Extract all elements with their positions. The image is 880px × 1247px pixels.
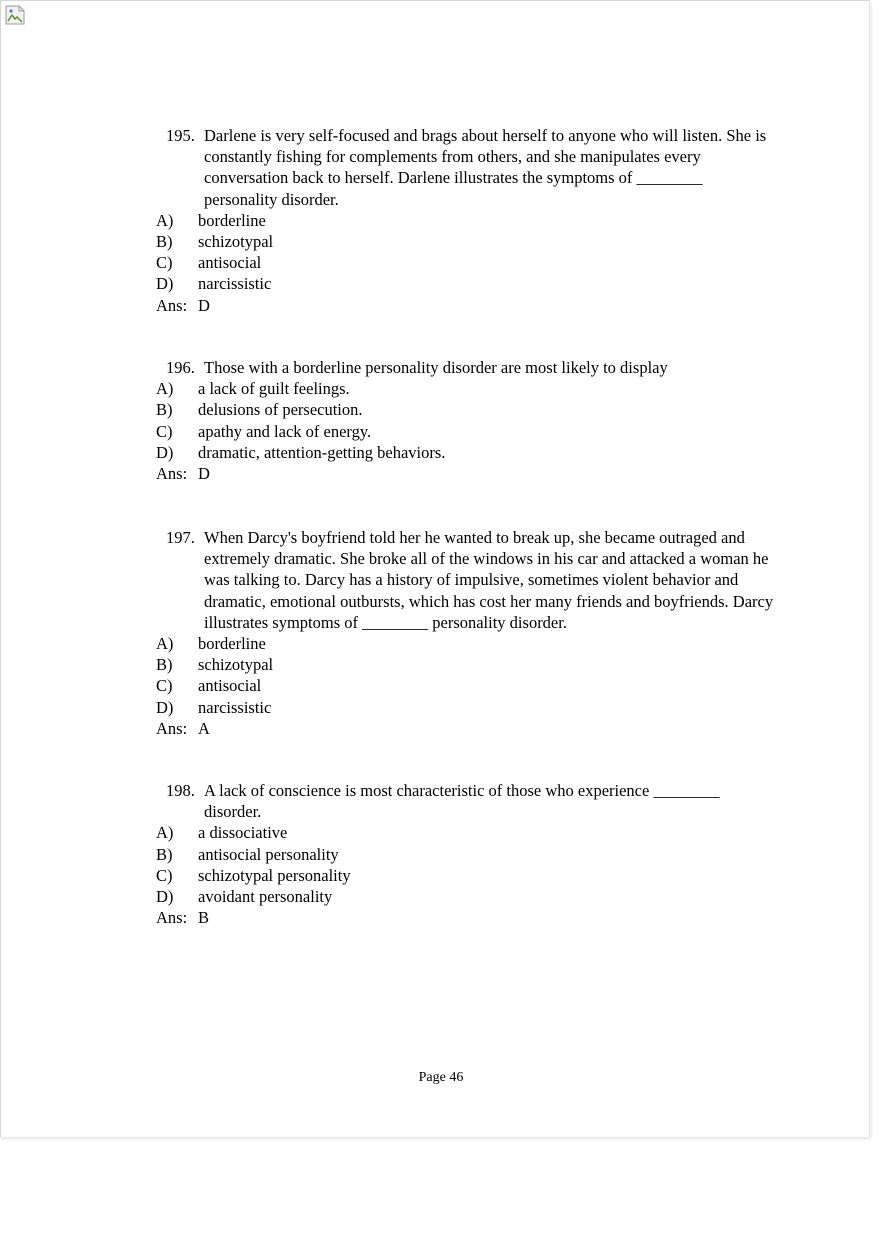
answer-line: [156, 907, 776, 928]
option-letter: D): [156, 697, 174, 717]
option-c: [156, 252, 776, 273]
broken-image-icon: [4, 4, 26, 26]
option-text: schizotypal: [198, 655, 274, 675]
option-letter: C): [156, 253, 173, 273]
answer-line: [156, 463, 776, 484]
option-text: borderline: [198, 210, 266, 230]
option-text: borderline: [198, 634, 266, 654]
option-text: antisocial personality: [198, 844, 339, 864]
question-text: Those with a borderline personality disorder are most likely to display: [204, 358, 668, 377]
answer-value: A: [198, 718, 210, 738]
question-195: [156, 125, 776, 316]
answer-label: Ans:: [156, 464, 188, 484]
option-b: [156, 844, 776, 865]
option-text: narcissistic: [198, 274, 272, 294]
option-d: [156, 886, 776, 907]
question-number: 197.: [166, 528, 195, 547]
option-letter: D): [156, 274, 174, 294]
question-number: 196.: [166, 358, 195, 377]
option-letter: B): [156, 232, 173, 252]
option-text: narcissistic: [198, 697, 272, 717]
option-letter: A): [156, 634, 174, 654]
answer-value: D: [198, 464, 210, 484]
option-c: [156, 421, 776, 442]
option-b: [156, 399, 776, 420]
answer-label: Ans:: [156, 718, 188, 738]
answer-line: [156, 295, 776, 316]
answer-line: [156, 718, 776, 739]
option-letter: B): [156, 400, 173, 420]
page-number: Page 46: [418, 1070, 464, 1085]
question-stem: [156, 780, 776, 822]
question-text: When Darcy's boyfriend told her he wanted to break up, she became outraged and extremely dramatic. She broke all of the windows in his car and attacked a woman he was talking to. Darcy has a history of impulsive, sometimes violent behavior and dramatic, emotional outbursts, which has cost her many friends and boyfriends. Darcy illustrates symptoms of ________ personality disorder.: [204, 528, 774, 632]
question-198: [156, 780, 776, 928]
option-a: [156, 210, 776, 231]
option-c: [156, 675, 776, 696]
option-text: a dissociative: [198, 823, 288, 843]
option-letter: A): [156, 823, 174, 843]
option-d: [156, 697, 776, 718]
option-c: [156, 865, 776, 886]
option-text: antisocial: [198, 253, 262, 273]
option-text: antisocial: [198, 676, 262, 696]
option-letter: B): [156, 655, 173, 675]
option-b: [156, 231, 776, 252]
option-text: avoidant personality: [198, 887, 333, 907]
option-letter: D): [156, 887, 174, 907]
option-d: [156, 273, 776, 294]
option-a: [156, 633, 776, 654]
question-number: 198.: [166, 781, 195, 800]
question-stem: [156, 357, 776, 378]
option-text: schizotypal personality: [198, 865, 351, 885]
option-d: [156, 442, 776, 463]
option-letter: C): [156, 676, 173, 696]
answer-label: Ans:: [156, 908, 188, 928]
question-number: 195.: [166, 126, 195, 145]
option-text: apathy and lack of energy.: [198, 421, 372, 441]
question-stem: [156, 527, 776, 633]
option-letter: A): [156, 210, 174, 230]
answer-value: B: [198, 908, 210, 928]
question-text: Darlene is very self-focused and brags about herself to anyone who will listen. She is constantly fishing for complements from others, and she manipulates every conversation back to herself. Darlene illustrates the symptoms of ________ personality disorder.: [204, 126, 767, 209]
option-b: [156, 654, 776, 675]
question-196: [156, 357, 776, 484]
option-a: [156, 822, 776, 843]
answer-label: Ans:: [156, 295, 188, 315]
option-text: delusions of persecution.: [198, 400, 363, 420]
option-letter: C): [156, 865, 173, 885]
option-text: dramatic, attention-getting behaviors.: [198, 442, 446, 462]
question-text: A lack of conscience is most characteristic of those who experience ________ disorder.: [204, 781, 720, 822]
option-letter: C): [156, 421, 173, 441]
option-text: a lack of guilt feelings.: [198, 379, 350, 399]
option-letter: D): [156, 442, 174, 462]
option-a: [156, 378, 776, 399]
answer-value: D: [198, 295, 210, 315]
option-letter: B): [156, 844, 173, 864]
option-letter: A): [156, 379, 174, 399]
question-stem: [156, 125, 776, 210]
question-197: [156, 527, 776, 739]
option-text: schizotypal: [198, 232, 274, 252]
